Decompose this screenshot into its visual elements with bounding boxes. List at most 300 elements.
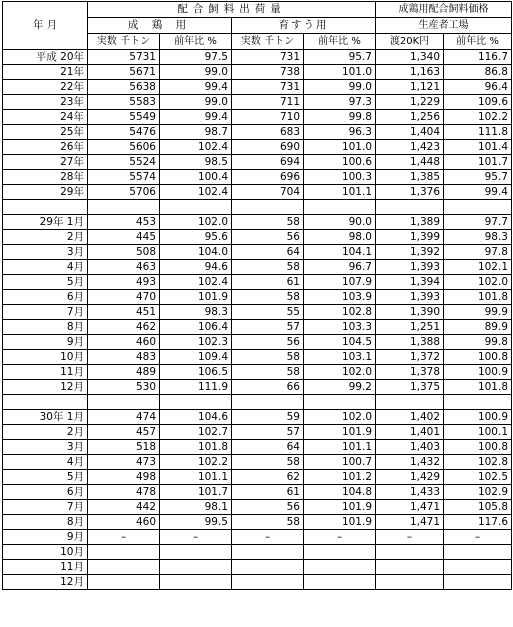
value-cell: 102.4 bbox=[160, 140, 232, 155]
value-cell: 66 bbox=[232, 380, 304, 395]
value-cell: 102.4 bbox=[160, 185, 232, 200]
value-cell: 1,388 bbox=[376, 335, 444, 350]
value-cell: 102.9 bbox=[444, 485, 512, 500]
value-cell bbox=[232, 545, 304, 560]
value-cell: 1,372 bbox=[376, 350, 444, 365]
value-cell: 1,385 bbox=[376, 170, 444, 185]
value-cell: 457 bbox=[88, 425, 160, 440]
value-cell: 460 bbox=[88, 515, 160, 530]
row-label: 5月 bbox=[3, 275, 88, 290]
table-row bbox=[3, 560, 512, 575]
value-cell: 102.1 bbox=[444, 260, 512, 275]
value-cell: 100.8 bbox=[444, 350, 512, 365]
value-cell: 64 bbox=[232, 440, 304, 455]
value-cell: 98.3 bbox=[160, 305, 232, 320]
row-label: 25年 bbox=[3, 125, 88, 140]
value-cell: 104.0 bbox=[160, 245, 232, 260]
value-cell: 56 bbox=[232, 500, 304, 515]
value-cell: 58 bbox=[232, 515, 304, 530]
empty-cell bbox=[160, 395, 232, 410]
value-cell: 97.8 bbox=[444, 245, 512, 260]
value-cell: 711 bbox=[232, 95, 304, 110]
value-cell: 101.8 bbox=[160, 440, 232, 455]
value-cell: 498 bbox=[88, 470, 160, 485]
empty-cell bbox=[3, 395, 88, 410]
table-row bbox=[3, 170, 512, 185]
value-cell: 1,399 bbox=[376, 230, 444, 245]
value-cell: 1,229 bbox=[376, 95, 444, 110]
value-cell: 59 bbox=[232, 410, 304, 425]
value-cell: 58 bbox=[232, 455, 304, 470]
value-cell: 101.4 bbox=[444, 140, 512, 155]
value-cell: 101.9 bbox=[304, 500, 376, 515]
value-cell: 105.8 bbox=[444, 500, 512, 515]
value-cell: 96.7 bbox=[304, 260, 376, 275]
value-cell: 731 bbox=[232, 50, 304, 65]
value-cell: 98.7 bbox=[160, 125, 232, 140]
value-cell: 95.7 bbox=[304, 50, 376, 65]
value-cell: 1,402 bbox=[376, 410, 444, 425]
value-cell: 489 bbox=[88, 365, 160, 380]
value-cell: 98.5 bbox=[160, 155, 232, 170]
value-cell: 453 bbox=[88, 215, 160, 230]
value-cell: 111.8 bbox=[444, 125, 512, 140]
value-cell: 99.8 bbox=[304, 110, 376, 125]
row-label: 11月 bbox=[3, 365, 88, 380]
value-cell bbox=[444, 545, 512, 560]
value-cell: 99.4 bbox=[160, 80, 232, 95]
value-cell: 99.5 bbox=[160, 515, 232, 530]
row-label: 29年 bbox=[3, 185, 88, 200]
value-cell: 97.7 bbox=[444, 215, 512, 230]
table-row bbox=[3, 260, 512, 275]
value-cell: 64 bbox=[232, 245, 304, 260]
value-cell: 704 bbox=[232, 185, 304, 200]
row-label: 10月 bbox=[3, 350, 88, 365]
value-cell: 1,340 bbox=[376, 50, 444, 65]
value-cell: 445 bbox=[88, 230, 160, 245]
value-cell: 99.9 bbox=[444, 305, 512, 320]
row-label: 4月 bbox=[3, 260, 88, 275]
empty-cell bbox=[160, 200, 232, 215]
table-row bbox=[3, 350, 512, 365]
value-cell: 5706 bbox=[88, 185, 160, 200]
empty-cell bbox=[88, 200, 160, 215]
value-cell bbox=[304, 545, 376, 560]
row-label: 7月 bbox=[3, 305, 88, 320]
value-cell: 111.9 bbox=[160, 380, 232, 395]
table-row bbox=[3, 110, 512, 125]
value-cell: 89.9 bbox=[444, 320, 512, 335]
row-label: 2月 bbox=[3, 425, 88, 440]
row-label: 9月 bbox=[3, 530, 88, 545]
value-cell: 104.5 bbox=[304, 335, 376, 350]
empty-cell bbox=[232, 200, 304, 215]
value-cell: 102.8 bbox=[304, 305, 376, 320]
value-cell: 58 bbox=[232, 260, 304, 275]
value-cell bbox=[160, 560, 232, 575]
value-cell: 1,404 bbox=[376, 125, 444, 140]
value-cell: 100.4 bbox=[160, 170, 232, 185]
table-row bbox=[3, 215, 512, 230]
value-cell bbox=[88, 560, 160, 575]
value-cell: 5583 bbox=[88, 95, 160, 110]
value-cell: 90.0 bbox=[304, 215, 376, 230]
value-cell: 102.4 bbox=[160, 275, 232, 290]
row-label: 3月 bbox=[3, 440, 88, 455]
empty-cell bbox=[376, 200, 444, 215]
value-cell: 86.8 bbox=[444, 65, 512, 80]
row-label: 平成 20年 bbox=[3, 50, 88, 65]
value-cell: 99.4 bbox=[160, 110, 232, 125]
value-cell: 58 bbox=[232, 365, 304, 380]
row-label: 9月 bbox=[3, 335, 88, 350]
table-row bbox=[3, 155, 512, 170]
value-cell: 493 bbox=[88, 275, 160, 290]
row-label: 7月 bbox=[3, 500, 88, 515]
value-cell bbox=[160, 545, 232, 560]
value-cell: 442 bbox=[88, 500, 160, 515]
value-cell: 694 bbox=[232, 155, 304, 170]
row-label: 8月 bbox=[3, 320, 88, 335]
value-cell: 1,429 bbox=[376, 470, 444, 485]
value-cell: 1,393 bbox=[376, 260, 444, 275]
value-cell: 470 bbox=[88, 290, 160, 305]
value-cell: 101.7 bbox=[444, 155, 512, 170]
value-cell: 463 bbox=[88, 260, 160, 275]
blank-row bbox=[3, 200, 512, 215]
value-cell: 100.9 bbox=[444, 410, 512, 425]
value-cell: 1,389 bbox=[376, 215, 444, 230]
value-cell: 460 bbox=[88, 335, 160, 350]
col-yoy-3: 前年比 % bbox=[444, 34, 512, 50]
value-cell: 101.0 bbox=[304, 140, 376, 155]
value-cell: 1,378 bbox=[376, 365, 444, 380]
table-row bbox=[3, 230, 512, 245]
value-cell: 1,163 bbox=[376, 65, 444, 80]
row-label: 11月 bbox=[3, 560, 88, 575]
value-cell: 100.1 bbox=[444, 425, 512, 440]
value-cell: 62 bbox=[232, 470, 304, 485]
value-cell: 99.4 bbox=[444, 185, 512, 200]
value-cell: 58 bbox=[232, 350, 304, 365]
value-cell: 1,471 bbox=[376, 500, 444, 515]
row-label: 12月 bbox=[3, 380, 88, 395]
col-yoy-1: 前年比 % bbox=[160, 34, 232, 50]
value-cell: 1,121 bbox=[376, 80, 444, 95]
table-row bbox=[3, 530, 512, 545]
table-row bbox=[3, 290, 512, 305]
table-row bbox=[3, 500, 512, 515]
value-cell: 101.1 bbox=[304, 185, 376, 200]
row-label: 12月 bbox=[3, 575, 88, 590]
value-cell: 101.2 bbox=[304, 470, 376, 485]
row-label: 4月 bbox=[3, 455, 88, 470]
value-cell: 5574 bbox=[88, 170, 160, 185]
value-cell: 96.3 bbox=[304, 125, 376, 140]
value-cell bbox=[376, 560, 444, 575]
empty-cell bbox=[88, 395, 160, 410]
value-cell: 99.0 bbox=[160, 65, 232, 80]
table-row bbox=[3, 95, 512, 110]
row-label: 6月 bbox=[3, 290, 88, 305]
empty-cell bbox=[304, 395, 376, 410]
table-row bbox=[3, 455, 512, 470]
col-price: 渡20K円 bbox=[376, 34, 444, 50]
value-cell: 478 bbox=[88, 485, 160, 500]
value-cell: 103.9 bbox=[304, 290, 376, 305]
value-cell: 61 bbox=[232, 485, 304, 500]
value-cell bbox=[88, 545, 160, 560]
empty-cell bbox=[376, 395, 444, 410]
adult-header: 成 鶏 用 bbox=[88, 18, 232, 34]
value-cell: 101.9 bbox=[304, 425, 376, 440]
value-cell bbox=[232, 560, 304, 575]
row-label: 29年 1月 bbox=[3, 215, 88, 230]
table-row bbox=[3, 410, 512, 425]
value-cell: 1,423 bbox=[376, 140, 444, 155]
blank-row bbox=[3, 395, 512, 410]
value-cell: 690 bbox=[232, 140, 304, 155]
value-cell: 101.8 bbox=[444, 290, 512, 305]
year-month-header: 年 月 bbox=[3, 2, 88, 50]
value-cell: 102.0 bbox=[304, 365, 376, 380]
value-cell: 5671 bbox=[88, 65, 160, 80]
value-cell: 102.8 bbox=[444, 455, 512, 470]
row-label: 8月 bbox=[3, 515, 88, 530]
value-cell: – bbox=[232, 530, 304, 545]
value-cell: 100.7 bbox=[304, 455, 376, 470]
value-cell bbox=[376, 545, 444, 560]
table-row bbox=[3, 485, 512, 500]
value-cell: 451 bbox=[88, 305, 160, 320]
value-cell: 104.8 bbox=[304, 485, 376, 500]
value-cell: 5549 bbox=[88, 110, 160, 125]
row-label: 3月 bbox=[3, 245, 88, 260]
table-row bbox=[3, 275, 512, 290]
value-cell: 57 bbox=[232, 425, 304, 440]
row-label: 28年 bbox=[3, 170, 88, 185]
value-cell: 1,433 bbox=[376, 485, 444, 500]
value-cell: – bbox=[304, 530, 376, 545]
value-cell: 5476 bbox=[88, 125, 160, 140]
value-cell: 102.2 bbox=[160, 455, 232, 470]
table-row bbox=[3, 80, 512, 95]
value-cell: 1,376 bbox=[376, 185, 444, 200]
value-cell: 96.4 bbox=[444, 80, 512, 95]
value-cell: – bbox=[160, 530, 232, 545]
table-row bbox=[3, 335, 512, 350]
feed-shipment-table bbox=[2, 1, 512, 590]
value-cell: 99.2 bbox=[304, 380, 376, 395]
value-cell: 696 bbox=[232, 170, 304, 185]
value-cell: 102.5 bbox=[444, 470, 512, 485]
table-row bbox=[3, 50, 512, 65]
value-cell: 101.0 bbox=[304, 65, 376, 80]
value-cell: 116.7 bbox=[444, 50, 512, 65]
value-cell: 102.3 bbox=[160, 335, 232, 350]
row-label: 5月 bbox=[3, 470, 88, 485]
table-row bbox=[3, 185, 512, 200]
table-row bbox=[3, 575, 512, 590]
value-cell: 95.6 bbox=[160, 230, 232, 245]
row-label: 10月 bbox=[3, 545, 88, 560]
table-row bbox=[3, 305, 512, 320]
value-cell: 98.3 bbox=[444, 230, 512, 245]
value-cell: 1,432 bbox=[376, 455, 444, 470]
col-actual-1: 実数 千トン bbox=[88, 34, 160, 50]
value-cell bbox=[88, 575, 160, 590]
value-cell bbox=[304, 575, 376, 590]
value-cell: 100.8 bbox=[444, 440, 512, 455]
value-cell: 1,390 bbox=[376, 305, 444, 320]
value-cell: 56 bbox=[232, 230, 304, 245]
value-cell: 1,375 bbox=[376, 380, 444, 395]
value-cell: 1,394 bbox=[376, 275, 444, 290]
value-cell: 5524 bbox=[88, 155, 160, 170]
value-cell: 57 bbox=[232, 320, 304, 335]
empty-cell bbox=[444, 395, 512, 410]
value-cell: 474 bbox=[88, 410, 160, 425]
value-cell: 102.2 bbox=[444, 110, 512, 125]
value-cell: 508 bbox=[88, 245, 160, 260]
col-yoy-2: 前年比 % bbox=[304, 34, 376, 50]
value-cell: 104.6 bbox=[160, 410, 232, 425]
value-cell: 58 bbox=[232, 215, 304, 230]
value-cell: 95.7 bbox=[444, 170, 512, 185]
table-row bbox=[3, 245, 512, 260]
value-cell: 98.0 bbox=[304, 230, 376, 245]
row-label: 24年 bbox=[3, 110, 88, 125]
empty-cell bbox=[3, 200, 88, 215]
table-row bbox=[3, 125, 512, 140]
value-cell: 101.1 bbox=[160, 470, 232, 485]
value-cell: 1,251 bbox=[376, 320, 444, 335]
value-cell: 1,471 bbox=[376, 515, 444, 530]
row-label: 30年 1月 bbox=[3, 410, 88, 425]
value-cell: 473 bbox=[88, 455, 160, 470]
row-label: 6月 bbox=[3, 485, 88, 500]
value-cell bbox=[160, 575, 232, 590]
value-cell: 102.0 bbox=[160, 215, 232, 230]
value-cell: 100.9 bbox=[444, 365, 512, 380]
empty-cell bbox=[232, 395, 304, 410]
value-cell: 106.4 bbox=[160, 320, 232, 335]
value-cell: 101.8 bbox=[444, 380, 512, 395]
value-cell: 1,401 bbox=[376, 425, 444, 440]
value-cell: – bbox=[88, 530, 160, 545]
value-cell: 101.9 bbox=[304, 515, 376, 530]
value-cell: – bbox=[444, 530, 512, 545]
table-row bbox=[3, 140, 512, 155]
growing-header: 育すう用 bbox=[232, 18, 376, 34]
value-cell: 710 bbox=[232, 110, 304, 125]
row-label: 21年 bbox=[3, 65, 88, 80]
value-cell: 518 bbox=[88, 440, 160, 455]
value-cell: 117.6 bbox=[444, 515, 512, 530]
value-cell: 97.5 bbox=[160, 50, 232, 65]
empty-cell bbox=[304, 200, 376, 215]
value-cell: 109.6 bbox=[444, 95, 512, 110]
value-cell: 97.3 bbox=[304, 95, 376, 110]
value-cell: 107.9 bbox=[304, 275, 376, 290]
value-cell: 5731 bbox=[88, 50, 160, 65]
table-row bbox=[3, 380, 512, 395]
row-label: 22年 bbox=[3, 80, 88, 95]
table-row bbox=[3, 440, 512, 455]
empty-cell bbox=[444, 200, 512, 215]
value-cell: 101.1 bbox=[304, 440, 376, 455]
row-label: 23年 bbox=[3, 95, 88, 110]
table-row bbox=[3, 320, 512, 335]
value-cell: 102.0 bbox=[444, 275, 512, 290]
value-cell: 683 bbox=[232, 125, 304, 140]
value-cell: 738 bbox=[232, 65, 304, 80]
table-row bbox=[3, 515, 512, 530]
value-cell bbox=[444, 560, 512, 575]
value-cell: 1,448 bbox=[376, 155, 444, 170]
value-cell: 55 bbox=[232, 305, 304, 320]
value-cell: 101.9 bbox=[160, 290, 232, 305]
value-cell: 1,256 bbox=[376, 110, 444, 125]
value-cell: 106.5 bbox=[160, 365, 232, 380]
value-cell: 530 bbox=[88, 380, 160, 395]
table-row bbox=[3, 365, 512, 380]
price-header: 成鶏用配合飼料価格 bbox=[376, 2, 512, 18]
col-actual-2: 実数 千トン bbox=[232, 34, 304, 50]
value-cell: 462 bbox=[88, 320, 160, 335]
value-cell: 104.1 bbox=[304, 245, 376, 260]
value-cell: 102.7 bbox=[160, 425, 232, 440]
value-cell bbox=[232, 575, 304, 590]
value-cell: 731 bbox=[232, 80, 304, 95]
value-cell: 100.3 bbox=[304, 170, 376, 185]
shipments-header: 配合飼料出荷量 bbox=[88, 2, 376, 18]
value-cell: 103.1 bbox=[304, 350, 376, 365]
value-cell: 109.4 bbox=[160, 350, 232, 365]
value-cell: 99.8 bbox=[444, 335, 512, 350]
value-cell: 1,403 bbox=[376, 440, 444, 455]
value-cell: 56 bbox=[232, 335, 304, 350]
producer-header: 生産者工場 bbox=[376, 18, 512, 34]
value-cell: 94.6 bbox=[160, 260, 232, 275]
value-cell: 1,393 bbox=[376, 290, 444, 305]
table-row bbox=[3, 545, 512, 560]
value-cell: 101.7 bbox=[160, 485, 232, 500]
table-row bbox=[3, 425, 512, 440]
table-row bbox=[3, 470, 512, 485]
value-cell: 99.0 bbox=[304, 80, 376, 95]
value-cell: 103.3 bbox=[304, 320, 376, 335]
value-cell: 102.0 bbox=[304, 410, 376, 425]
value-cell: 99.0 bbox=[160, 95, 232, 110]
row-label: 26年 bbox=[3, 140, 88, 155]
value-cell: 58 bbox=[232, 290, 304, 305]
value-cell: 5638 bbox=[88, 80, 160, 95]
value-cell: – bbox=[376, 530, 444, 545]
value-cell bbox=[376, 575, 444, 590]
value-cell bbox=[304, 560, 376, 575]
table-row bbox=[3, 65, 512, 80]
value-cell: 1,392 bbox=[376, 245, 444, 260]
row-label: 27年 bbox=[3, 155, 88, 170]
value-cell: 100.6 bbox=[304, 155, 376, 170]
value-cell: 5606 bbox=[88, 140, 160, 155]
value-cell: 61 bbox=[232, 275, 304, 290]
row-label: 2月 bbox=[3, 230, 88, 245]
value-cell bbox=[444, 575, 512, 590]
value-cell: 98.1 bbox=[160, 500, 232, 515]
